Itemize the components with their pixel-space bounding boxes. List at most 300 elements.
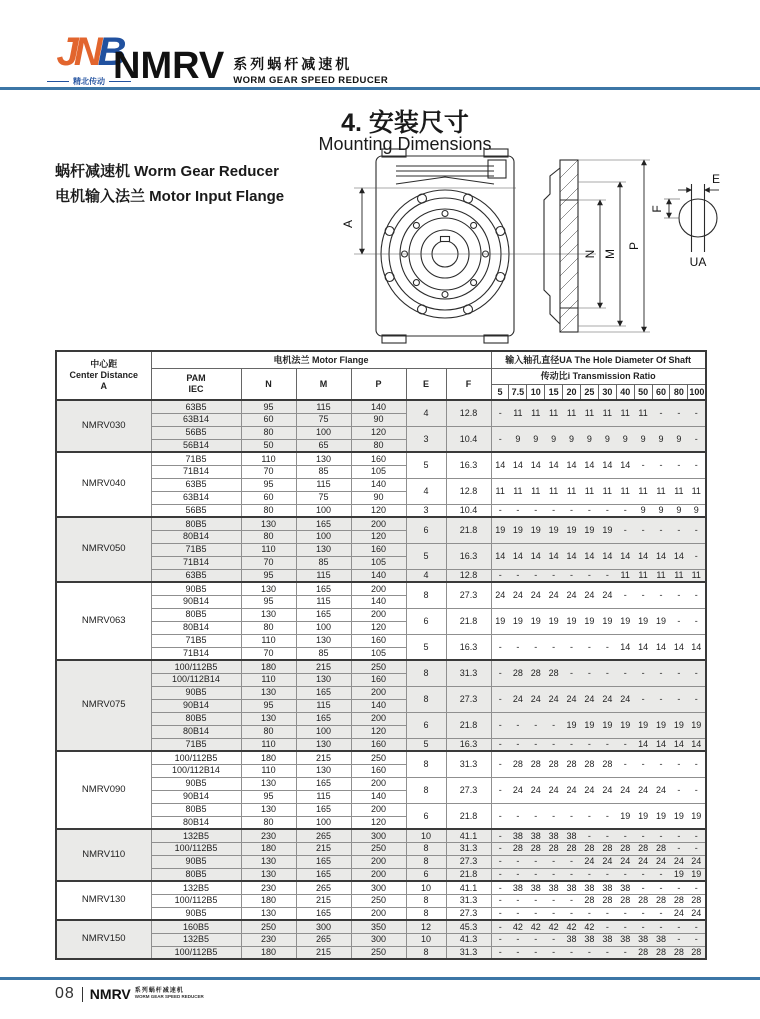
table-row	[56, 842, 706, 855]
ratio-cell: 19	[509, 517, 527, 543]
ratio-cell: 11	[652, 478, 670, 504]
ratio-cell: 11	[616, 569, 634, 582]
m-cell: 115	[296, 790, 351, 803]
ratio-cell: 24	[527, 582, 545, 608]
m-cell: 165	[296, 777, 351, 790]
ratio-cell: 38	[527, 829, 545, 842]
ratio-cell: -	[634, 517, 652, 543]
ratio-cell: -	[688, 829, 706, 842]
ratio-cell: 11	[670, 569, 688, 582]
ratio-cell: 19	[527, 608, 545, 634]
m-cell: 265	[296, 881, 351, 894]
ratio-cell: -	[580, 868, 598, 881]
m-cell: 115	[296, 478, 351, 491]
ratio-cell: -	[670, 933, 688, 946]
m-cell: 130	[296, 764, 351, 777]
gearbox-front-view	[376, 149, 514, 343]
ratio-cell: -	[509, 894, 527, 907]
pam-cell: 160B5	[151, 920, 241, 933]
ratio-cell: 11	[634, 478, 652, 504]
ratio-cell: 24	[509, 582, 527, 608]
ratio-cell: -	[563, 660, 581, 686]
m-cell: 215	[296, 751, 351, 764]
e-cell: 10	[406, 933, 446, 946]
ratio-cell: 19	[598, 712, 616, 738]
ratio-cell: 42	[527, 920, 545, 933]
ratio-cell: -	[670, 881, 688, 894]
pam-cell: 71B14	[151, 465, 241, 478]
n-cell: 110	[241, 452, 296, 465]
dim-label-ua: UA	[689, 255, 707, 269]
ratio-cell: 9	[652, 426, 670, 452]
table-row	[56, 803, 706, 816]
ratio-cell: 19	[563, 712, 581, 738]
ratio-cell: 38	[616, 881, 634, 894]
ratio-cell: 11	[563, 478, 581, 504]
ratio-cell: -	[563, 946, 581, 959]
ratio-cell: 14	[652, 738, 670, 751]
ratio-cell: -	[580, 504, 598, 517]
ratio-cell: -	[688, 933, 706, 946]
p-cell: 200	[351, 582, 406, 595]
page-number: 08	[55, 985, 75, 1002]
header-center-distance	[56, 351, 151, 400]
p-cell: 200	[351, 803, 406, 816]
section-title-en: Mounting Dimensions	[318, 134, 492, 154]
p-cell: 200	[351, 868, 406, 881]
f-cell: 12.8	[446, 400, 491, 426]
series-heading	[113, 47, 388, 86]
p-cell: 250	[351, 660, 406, 673]
e-cell: 8	[406, 842, 446, 855]
footer-rule	[0, 977, 760, 980]
ratio-cell: -	[545, 868, 563, 881]
pam-cell: 56B5	[151, 426, 241, 439]
f-cell: 12.8	[446, 569, 491, 582]
m-cell: 130	[296, 673, 351, 686]
e-cell: 12	[406, 920, 446, 933]
ratio-cell: -	[580, 946, 598, 959]
n-cell: 80	[241, 426, 296, 439]
m-cell: 100	[296, 725, 351, 738]
ratio-cell: 14	[491, 452, 509, 478]
ratio-cell: 11	[509, 478, 527, 504]
ratio-cell: 14	[670, 634, 688, 660]
ratio-cell: 14	[670, 543, 688, 569]
side-view-hatching	[560, 160, 578, 332]
e-cell: 8	[406, 946, 446, 959]
ratio-cell: -	[598, 868, 616, 881]
ratio-cell: -	[527, 712, 545, 738]
ratio-cell: 24	[598, 855, 616, 868]
e-cell: 8	[406, 894, 446, 907]
ratio-cell: -	[580, 829, 598, 842]
ratio-cell: 11	[616, 478, 634, 504]
ratio-cell: 19	[616, 712, 634, 738]
ratio-cell: -	[670, 608, 688, 634]
model-cell: NMRV150	[56, 920, 151, 959]
n-cell: 60	[241, 491, 296, 504]
ratio-cell: 38	[563, 881, 581, 894]
dim-label-e: E	[711, 172, 721, 186]
m-cell: 100	[296, 816, 351, 829]
ratio-cell: 28	[509, 660, 527, 686]
m-cell: 100	[296, 426, 351, 439]
m-cell: 165	[296, 855, 351, 868]
ratio-cell: -	[491, 855, 509, 868]
e-cell: 10	[406, 881, 446, 894]
ratio-cell: 14	[652, 634, 670, 660]
logo-b: B	[97, 30, 122, 74]
n-cell: 130	[241, 582, 296, 595]
ratio-cell: 19	[616, 608, 634, 634]
ratio-cell: 28	[598, 751, 616, 777]
ratio-cell: -	[616, 920, 634, 933]
m-cell: 165	[296, 686, 351, 699]
ratio-col-header: 30	[598, 384, 616, 400]
e-cell: 5	[406, 543, 446, 569]
header-motor-flange: 电机法兰 Motor Flange	[151, 351, 491, 368]
ratio-cell: -	[598, 920, 616, 933]
ratio-col-header: 25	[580, 384, 598, 400]
ratio-cell: 9	[527, 426, 545, 452]
ratio-cell: -	[688, 426, 706, 452]
n-cell: 180	[241, 946, 296, 959]
ratio-cell: -	[491, 842, 509, 855]
pam-cell: 100/112B5	[151, 894, 241, 907]
ratio-cell: -	[491, 634, 509, 660]
ratio-cell: -	[598, 660, 616, 686]
section-title-cn: 4. 安装尺寸	[341, 109, 469, 137]
ratio-cell: -	[598, 738, 616, 751]
m-cell: 165	[296, 803, 351, 816]
ratio-cell: 14	[598, 452, 616, 478]
ratio-cell: 28	[598, 894, 616, 907]
mounting-diagram	[338, 134, 760, 348]
pam-cell: 100/112B5	[151, 946, 241, 959]
ratio-cell: -	[688, 881, 706, 894]
ratio-cell: -	[509, 634, 527, 660]
ratio-cell: -	[580, 634, 598, 660]
table-row	[56, 777, 706, 790]
n-cell: 130	[241, 855, 296, 868]
series-code: NMRV	[113, 45, 225, 87]
ratio-cell: -	[509, 907, 527, 920]
n-cell: 50	[241, 439, 296, 452]
ratio-cell: -	[652, 400, 670, 426]
p-cell: 90	[351, 491, 406, 504]
ratio-cell: 19	[598, 608, 616, 634]
ratio-cell: -	[616, 738, 634, 751]
ratio-cell: -	[491, 933, 509, 946]
ratio-cell: 11	[634, 400, 652, 426]
ratio-cell: -	[688, 582, 706, 608]
ratio-cell: -	[670, 517, 688, 543]
ratio-cell: 14	[509, 543, 527, 569]
ratio-cell: -	[563, 855, 581, 868]
header-col-n: N	[241, 368, 296, 400]
ratio-cell: 38	[580, 933, 598, 946]
n-cell: 60	[241, 413, 296, 426]
ratio-cell: 19	[652, 803, 670, 829]
p-cell: 140	[351, 699, 406, 712]
n-cell: 180	[241, 894, 296, 907]
n-cell: 95	[241, 595, 296, 608]
pam-cell: 71B5	[151, 452, 241, 465]
f-cell: 31.3	[446, 660, 491, 686]
ratio-cell: -	[509, 868, 527, 881]
pam-cell: 63B5	[151, 400, 241, 413]
p-cell: 250	[351, 751, 406, 764]
ratio-cell: -	[509, 712, 527, 738]
ratio-cell: -	[634, 660, 652, 686]
ratio-cell: 28	[688, 946, 706, 959]
ratio-cell: -	[509, 738, 527, 751]
ratio-cell: 24	[509, 777, 527, 803]
ratio-cell: -	[527, 504, 545, 517]
ratio-cell: -	[563, 504, 581, 517]
header-center-distance-symbol: A	[100, 381, 107, 392]
ratio-cell: 28	[670, 894, 688, 907]
table-row	[56, 608, 706, 621]
table-row	[56, 543, 706, 556]
m-cell: 165	[296, 907, 351, 920]
table-row	[56, 712, 706, 725]
m-cell: 165	[296, 582, 351, 595]
p-cell: 105	[351, 647, 406, 660]
f-cell: 27.3	[446, 686, 491, 712]
ratio-cell: -	[509, 569, 527, 582]
e-cell: 8	[406, 907, 446, 920]
m-cell: 65	[296, 439, 351, 452]
f-cell: 10.4	[446, 426, 491, 452]
pam-cell: 63B14	[151, 491, 241, 504]
n-cell: 95	[241, 478, 296, 491]
ratio-cell: 14	[563, 543, 581, 569]
ratio-cell: -	[491, 504, 509, 517]
ratio-col-header: 80	[670, 384, 688, 400]
ratio-cell: -	[688, 608, 706, 634]
ratio-cell: 14	[509, 452, 527, 478]
ratio-cell: 19	[509, 608, 527, 634]
ratio-cell: 24	[563, 777, 581, 803]
pam-cell: 71B14	[151, 556, 241, 569]
ratio-cell: 24	[563, 582, 581, 608]
e-cell: 6	[406, 868, 446, 881]
ratio-cell: 9	[652, 504, 670, 517]
ratio-cell: -	[580, 660, 598, 686]
p-cell: 140	[351, 569, 406, 582]
pam-cell: 100/112B5	[151, 751, 241, 764]
ratio-cell: 11	[598, 400, 616, 426]
p-cell: 200	[351, 712, 406, 725]
ratio-cell: 28	[616, 842, 634, 855]
pam-cell: 71B5	[151, 738, 241, 751]
ratio-cell: 14	[598, 543, 616, 569]
ratio-cell: 28	[688, 894, 706, 907]
n-cell: 130	[241, 608, 296, 621]
footer-brand-cn: 系列蜗杆减速机	[134, 988, 184, 995]
ratio-cell: 38	[598, 881, 616, 894]
ratio-cell: 19	[688, 868, 706, 881]
dim-label-p: P	[627, 241, 641, 251]
ratio-cell: 9	[598, 426, 616, 452]
series-name-cn: 系列蜗杆减速机	[233, 56, 353, 72]
f-cell: 27.3	[446, 582, 491, 608]
model-cell: NMRV030	[56, 400, 151, 452]
e-cell: 5	[406, 452, 446, 478]
pam-cell: 80B5	[151, 517, 241, 530]
ratio-cell: -	[652, 751, 670, 777]
p-cell: 160	[351, 452, 406, 465]
e-cell: 4	[406, 478, 446, 504]
ratio-cell: 14	[616, 634, 634, 660]
ratio-cell: -	[652, 920, 670, 933]
table-row	[56, 855, 706, 868]
ratio-cell: -	[634, 751, 652, 777]
ratio-cell: 24	[616, 686, 634, 712]
ratio-col-header: 7.5	[509, 384, 527, 400]
e-cell: 5	[406, 634, 446, 660]
ratio-cell: -	[491, 946, 509, 959]
ratio-cell: 28	[652, 842, 670, 855]
p-cell: 120	[351, 530, 406, 543]
ratio-cell: -	[509, 946, 527, 959]
ratio-cell: -	[491, 686, 509, 712]
ratio-cell: 24	[598, 582, 616, 608]
ratio-cell: 19	[491, 608, 509, 634]
ratio-cell: 14	[634, 543, 652, 569]
ratio-cell: 24	[545, 582, 563, 608]
table-row	[56, 478, 706, 491]
ratio-cell: -	[491, 400, 509, 426]
pam-cell: 90B5	[151, 686, 241, 699]
p-cell: 200	[351, 777, 406, 790]
e-cell: 8	[406, 686, 446, 712]
pam-cell: 80B14	[151, 530, 241, 543]
dim-label-n: N	[583, 249, 597, 259]
p-cell: 120	[351, 621, 406, 634]
f-cell: 27.3	[446, 855, 491, 868]
table-header-row-2	[56, 368, 706, 384]
table-row	[56, 751, 706, 764]
ratio-cell: 24	[616, 777, 634, 803]
m-cell: 85	[296, 465, 351, 478]
series-subheading	[233, 47, 388, 86]
ratio-cell: -	[598, 946, 616, 959]
ratio-cell: 11	[688, 569, 706, 582]
p-cell: 300	[351, 933, 406, 946]
pam-cell: 90B5	[151, 582, 241, 595]
ratio-cell: -	[598, 907, 616, 920]
m-cell: 215	[296, 894, 351, 907]
e-cell: 8	[406, 660, 446, 686]
footer-brand-en: WORM GEAR SPEED REDUCER	[134, 993, 204, 999]
dim-label-m: M	[603, 249, 617, 259]
pam-cell: 132B5	[151, 933, 241, 946]
table-row	[56, 738, 706, 751]
ratio-cell: 14	[670, 738, 688, 751]
ratio-cell: 42	[580, 920, 598, 933]
table-row	[56, 634, 706, 647]
pam-cell: 63B5	[151, 478, 241, 491]
ratio-cell: -	[652, 686, 670, 712]
ratio-cell: -	[527, 569, 545, 582]
gearbox-side-view	[544, 160, 578, 332]
model-cell: NMRV063	[56, 582, 151, 660]
m-cell: 115	[296, 699, 351, 712]
header-center-distance-cn: 中心距	[90, 358, 118, 369]
ratio-cell: -	[670, 751, 688, 777]
ratio-cell: -	[616, 829, 634, 842]
ratio-cell: 19	[652, 712, 670, 738]
table-row	[56, 946, 706, 959]
m-cell: 85	[296, 556, 351, 569]
ratio-cell: 14	[527, 543, 545, 569]
ratio-cell: -	[616, 582, 634, 608]
ratio-cell: 19	[563, 517, 581, 543]
e-cell: 6	[406, 712, 446, 738]
p-cell: 105	[351, 556, 406, 569]
ratio-cell: 9	[563, 426, 581, 452]
ratio-cell: -	[563, 634, 581, 660]
ratio-cell: 24	[652, 777, 670, 803]
ratio-cell: 14	[545, 452, 563, 478]
f-cell: 21.8	[446, 608, 491, 634]
m-cell: 100	[296, 621, 351, 634]
e-cell: 8	[406, 751, 446, 777]
p-cell: 300	[351, 881, 406, 894]
n-cell: 80	[241, 530, 296, 543]
ratio-cell: 38	[652, 933, 670, 946]
ratio-cell: -	[509, 933, 527, 946]
n-cell: 180	[241, 842, 296, 855]
table-row	[56, 881, 706, 894]
p-cell: 160	[351, 738, 406, 751]
ratio-cell: -	[670, 400, 688, 426]
ratio-cell: -	[545, 803, 563, 829]
m-cell: 100	[296, 504, 351, 517]
ratio-cell: -	[545, 504, 563, 517]
pam-cell: 63B14	[151, 413, 241, 426]
ratio-cell: -	[509, 504, 527, 517]
ratio-cell: -	[545, 855, 563, 868]
ratio-cell: 28	[527, 751, 545, 777]
ratio-cell: 24	[509, 686, 527, 712]
ratio-cell: -	[634, 920, 652, 933]
model-cell: NMRV130	[56, 881, 151, 920]
ratio-cell: -	[580, 569, 598, 582]
ratio-cell: -	[545, 712, 563, 738]
ratio-cell: 24	[563, 686, 581, 712]
ratio-cell: -	[598, 634, 616, 660]
ratio-col-header: 15	[545, 384, 563, 400]
m-cell: 265	[296, 829, 351, 842]
ratio-cell: -	[509, 855, 527, 868]
ratio-cell: 42	[545, 920, 563, 933]
ratio-cell: 14	[545, 543, 563, 569]
p-cell: 120	[351, 816, 406, 829]
ratio-cell: 19	[598, 517, 616, 543]
ratio-cell: 24	[545, 686, 563, 712]
ratio-cell: 28	[652, 894, 670, 907]
n-cell: 110	[241, 738, 296, 751]
ratio-cell: 19	[616, 803, 634, 829]
p-cell: 105	[351, 465, 406, 478]
ratio-cell: 24	[616, 855, 634, 868]
ratio-cell: 9	[670, 504, 688, 517]
ratio-col-header: 100	[688, 384, 706, 400]
